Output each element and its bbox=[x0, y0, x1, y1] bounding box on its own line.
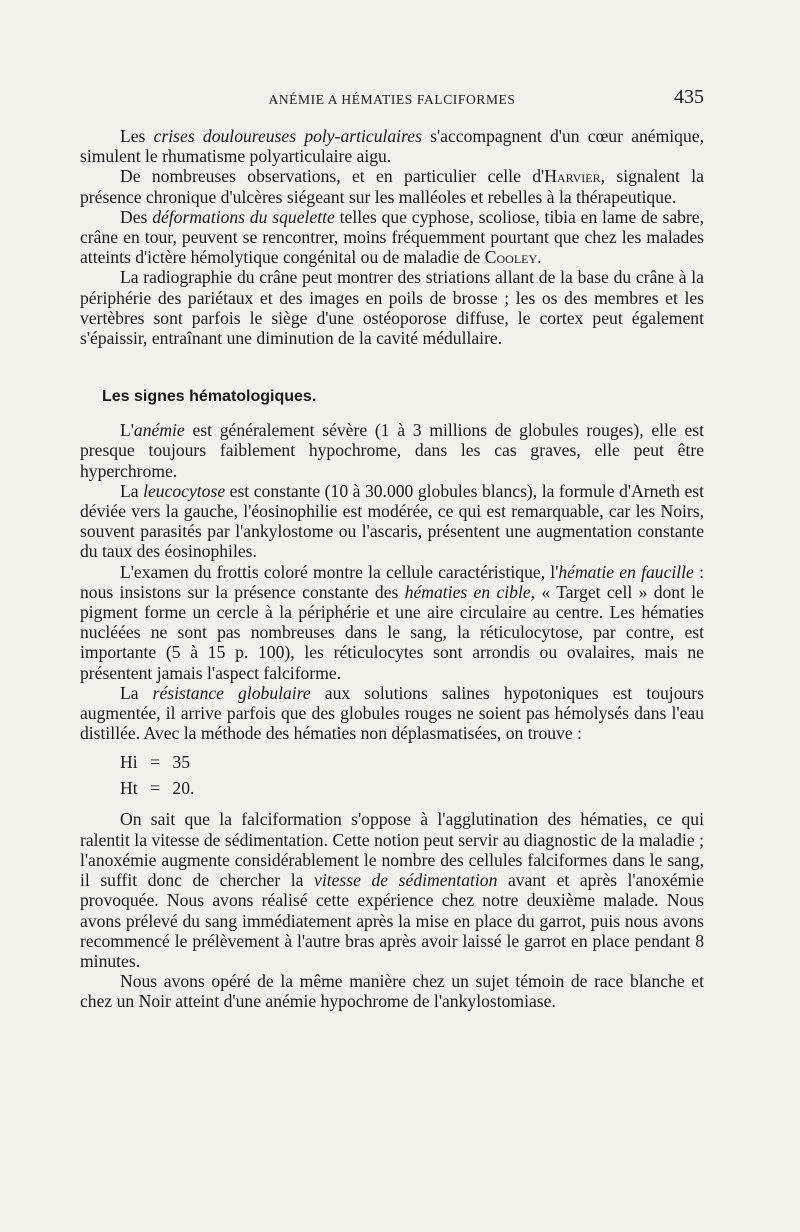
paragraph-temoin: Nous avons opéré de la même manière chez un sujet témoin de race blanche et chez un Noir atteint d'une anémie hypochrome de l'ankylostomiase. bbox=[80, 971, 704, 1012]
paragraph-crises: Les crises douloureuses poly-articulaires s'accompagnent d'un cœur anémique, simulent le rhumatisme polyarticulaire aigu. bbox=[80, 126, 704, 167]
italic-term: résistance globulaire bbox=[152, 682, 311, 703]
paragraph-resistance: La résistance globulaire aux solutions salines hypotoniques est toujours augmentée, il arrive parfois que des globules rouges ne soient pas hémolysés dans l'eau distillée. Avec la méthode des hématies non déplasmatisées, on trouve : bbox=[80, 682, 704, 744]
formula-line: Hi = 35 bbox=[120, 752, 190, 773]
italic-term: leucocytose bbox=[143, 480, 226, 501]
italic-term: anémie bbox=[133, 420, 185, 441]
paragraph-leucocytose: La leucocytose est constante (10 à 30.000 globules blancs), la formule d'Arneth est déviée vers la gauche, l'éosinophilie est modérée, ce qui est remarquable, car les Noirs, souvent parasités par l'ankylostome ou l'ascaris, présentent une augmentation constante du taux des éosinophiles. bbox=[80, 480, 704, 562]
paragraph-falciformation: On sait que la falciformation s'oppose à l'agglutination des hématies, ce qui ralentit la vitesse de sédimentation. Cette notion peut servir au diagnostic de la maladie ; l'anoxémie augmente considérablement le nombre des cellules falciformes dans le sang, il suffit donc de chercher la vitesse de sédimentation avant et après l'anoxémie provoquée. Nous avons réalisé cette expérience chez notre deuxième malade. Nous avons prélevé du sang immédiatement après la mise en place du garrot, puis nous avons recommencé le prélèvement à l'autre bras après avoir laissé le garrot en place pendant 8 minutes. bbox=[80, 809, 704, 971]
italic-term: déformations du squelette bbox=[152, 206, 335, 227]
page-number: 435 bbox=[674, 86, 704, 108]
paragraph-deformations: Des déformations du squelette telles que cyphose, scoliose, tibia en lame de sabre, crâne en tour, peuvent se rencontrer, moins fréquemment pourtant que chez les malades atteints d'ictère hémolytique congénital ou de maladie de Cooley. bbox=[80, 206, 705, 268]
italic-term: hématie en faucille bbox=[558, 561, 694, 582]
page-header bbox=[80, 86, 704, 116]
author-name: Cooley bbox=[484, 247, 538, 268]
author-name: Harvier bbox=[544, 166, 601, 187]
paragraph-anemie: L'anémie est généralement sévère (1 à 3 millions de globules rouges), elle est presque toujours faiblement hypochrome, dans les cas graves, elle peut être hyperchrome. bbox=[80, 420, 704, 481]
section-heading: Les signes hématologiques. bbox=[102, 388, 317, 406]
italic-term: hématies en cible, bbox=[404, 581, 536, 602]
formula-line: Ht = 20. bbox=[120, 778, 195, 799]
paragraph-observations: De nombreuses observations, et en particulier celle d'Harvier, signalent la présence chronique d'ulcères siégeant sur les malléoles et rebelles à la thérapeutique. bbox=[80, 166, 704, 207]
running-title: ANÉMIE A HÉMATIES FALCIFORMES bbox=[268, 92, 516, 107]
paragraph-frottis: L'examen du frottis coloré montre la cellule caractéristique, l'hématie en faucille : nous insistons sur la présence constante des hématies en cible, « Target cell » dont le pigment forme un cercle à la périphérie et une aire circulaire au centre. Les hématies nucléées ne sont pas nombreuses dans le sang, la réticulocytose, par contre, est importante (5 à 15 p. 100), les réticulocytes sont arrondis ou ovalaires, mais ne présentent jamais l'aspect falciforme. bbox=[80, 561, 704, 683]
paragraph-radiographie: La radiographie du crâne peut montrer des striations allant de la base du crâne à la périphérie des pariétaux et des images en poils de brosse ; les os des membres et les vertèbres sont parfois le siège d'une ostéoporose diffuse, le cortex peut également s'épaissir, entraînant une diminution de la cavité médullaire. bbox=[80, 267, 704, 349]
page-body bbox=[80, 126, 704, 1012]
italic-term: crises douloureuses poly-articulaires bbox=[153, 126, 422, 146]
italic-term: vitesse de sédimentation bbox=[314, 870, 498, 891]
